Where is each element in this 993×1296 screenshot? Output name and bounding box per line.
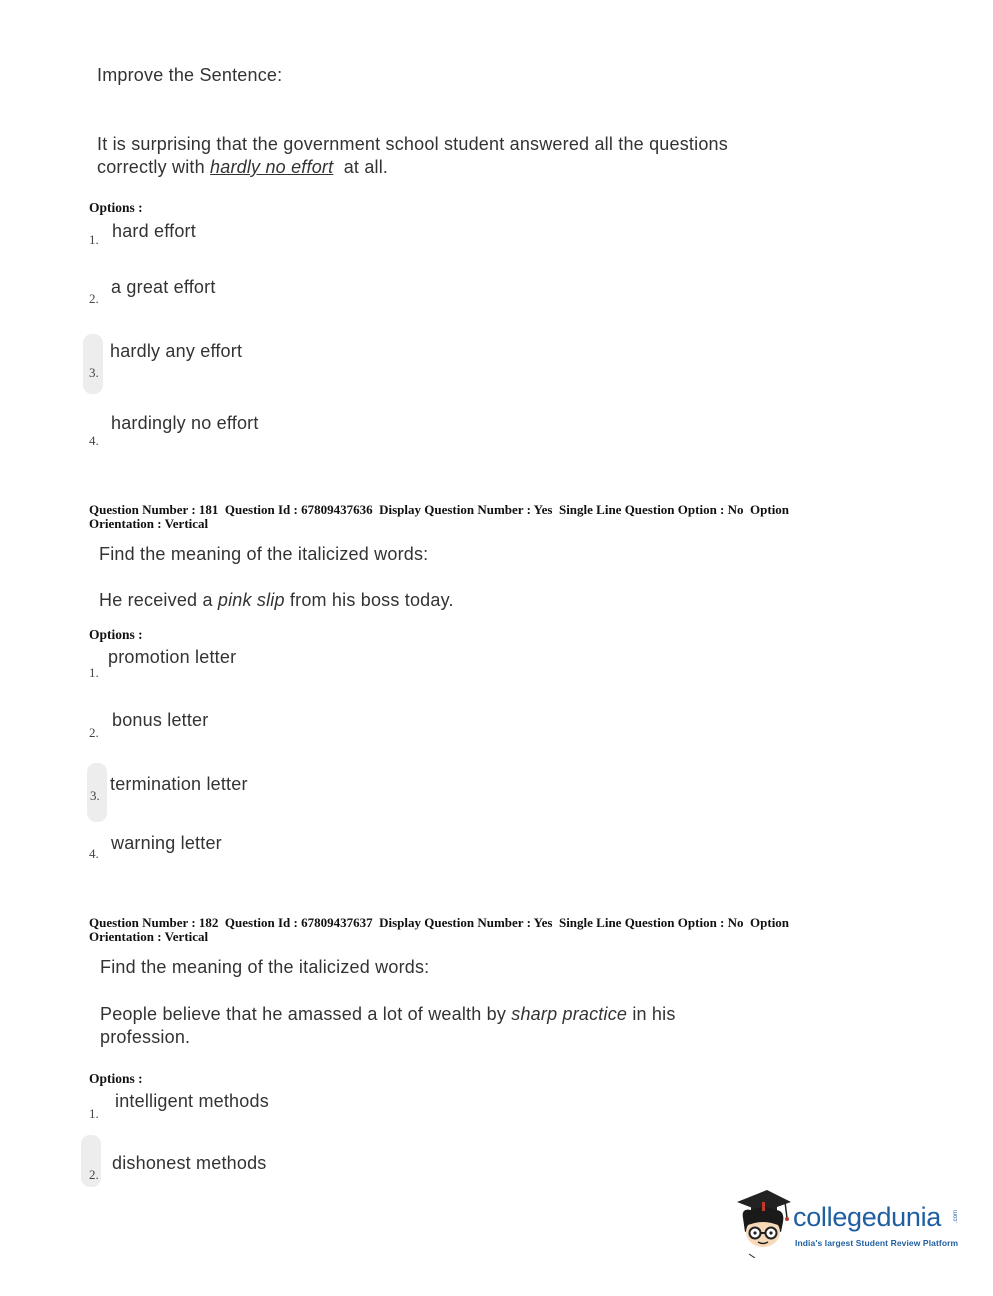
q180-options-label: Options :	[89, 200, 143, 215]
q180-stem-italic: hardly no effort	[210, 157, 334, 177]
q181-stem-pre: He received a	[99, 590, 218, 610]
q181-option-1-text[interactable]: promotion letter	[108, 647, 237, 667]
q182-options-label: Options :	[89, 1071, 143, 1086]
q182-stem-header: Find the meaning of the italicized words:	[100, 957, 430, 977]
q180-option-2-text[interactable]: a great effort	[111, 277, 216, 297]
q181-meta	[89, 503, 889, 531]
q180-option-4-number: 4.	[89, 433, 99, 448]
q182-option-1-number: 1.	[89, 1106, 99, 1121]
q182-stem-line1-pre: People believe that he amassed a lot of wealth by	[100, 1004, 512, 1024]
q182-meta-line1: Question Number : 182 Question Id : 67809437637 Display Question Number : Yes Single Line Question Option : No Option	[89, 915, 790, 930]
q180-stem	[97, 133, 917, 179]
q180-option-4-text[interactable]: hardingly no effort	[111, 413, 259, 433]
logo-wordmark: collegedunia	[793, 1202, 942, 1232]
q180-stem-line2-post: at all.	[333, 157, 389, 177]
q182-stem	[100, 1003, 920, 1049]
q181-stem-header: Find the meaning of the italicized words:	[99, 544, 429, 564]
logo-domain-suffix: .com	[953, 1210, 959, 1224]
q181-stem	[99, 589, 454, 612]
q181-option-1-number: 1.	[89, 665, 99, 680]
q182-meta	[89, 916, 889, 944]
logo-tagline: India's largest Student Review Platform	[795, 1238, 959, 1248]
q180-option-3-text[interactable]: hardly any effort	[110, 341, 243, 361]
q182-stem-line2: profession.	[100, 1027, 191, 1047]
q182-stem-italic: sharp practice	[511, 1004, 628, 1024]
q181-option-3-text[interactable]: termination letter	[110, 774, 248, 794]
q180-stem-line2-pre: correctly with	[97, 157, 211, 177]
q181-options-label: Options :	[89, 627, 143, 642]
q182-stem-line1	[100, 1003, 920, 1026]
q180-correct-marker	[83, 334, 103, 394]
q180-option-3-number: 3.	[89, 365, 99, 380]
q182-option-2-text[interactable]: dishonest methods	[112, 1153, 267, 1173]
collegedunia-logo	[733, 1188, 963, 1260]
q182-option-1-text[interactable]: intelligent methods	[115, 1091, 269, 1111]
q180-option-1-number: 1.	[89, 232, 99, 247]
q182-option-2-number: 2.	[89, 1167, 99, 1182]
q181-stem-post: from his boss today.	[284, 590, 454, 610]
q180-stem-line2	[97, 156, 917, 179]
q180-option-1-text[interactable]: hard effort	[112, 221, 196, 241]
q181-option-3-number: 3.	[90, 788, 100, 803]
q181-option-2-text[interactable]: bonus letter	[112, 710, 209, 730]
student-mascot-icon	[733, 1188, 793, 1258]
q181-meta-line2: Orientation : Vertical	[89, 516, 209, 531]
q181-stem-italic: pink slip	[217, 590, 285, 610]
q180-stem-header: Improve the Sentence:	[97, 65, 283, 85]
q180-stem-line1: It is surprising that the government school student answered all the questions	[97, 134, 728, 154]
q181-option-2-number: 2.	[89, 725, 99, 740]
q181-option-4-text[interactable]: warning letter	[111, 833, 222, 853]
q182-stem-line1-post: in his	[627, 1004, 676, 1024]
q182-meta-line2: Orientation : Vertical	[89, 929, 209, 944]
q181-option-4-number: 4.	[89, 846, 99, 861]
q181-meta-line1: Question Number : 181 Question Id : 67809437636 Display Question Number : Yes Single Line Question Option : No Option	[89, 502, 790, 517]
q180-option-2-number: 2.	[89, 291, 99, 306]
